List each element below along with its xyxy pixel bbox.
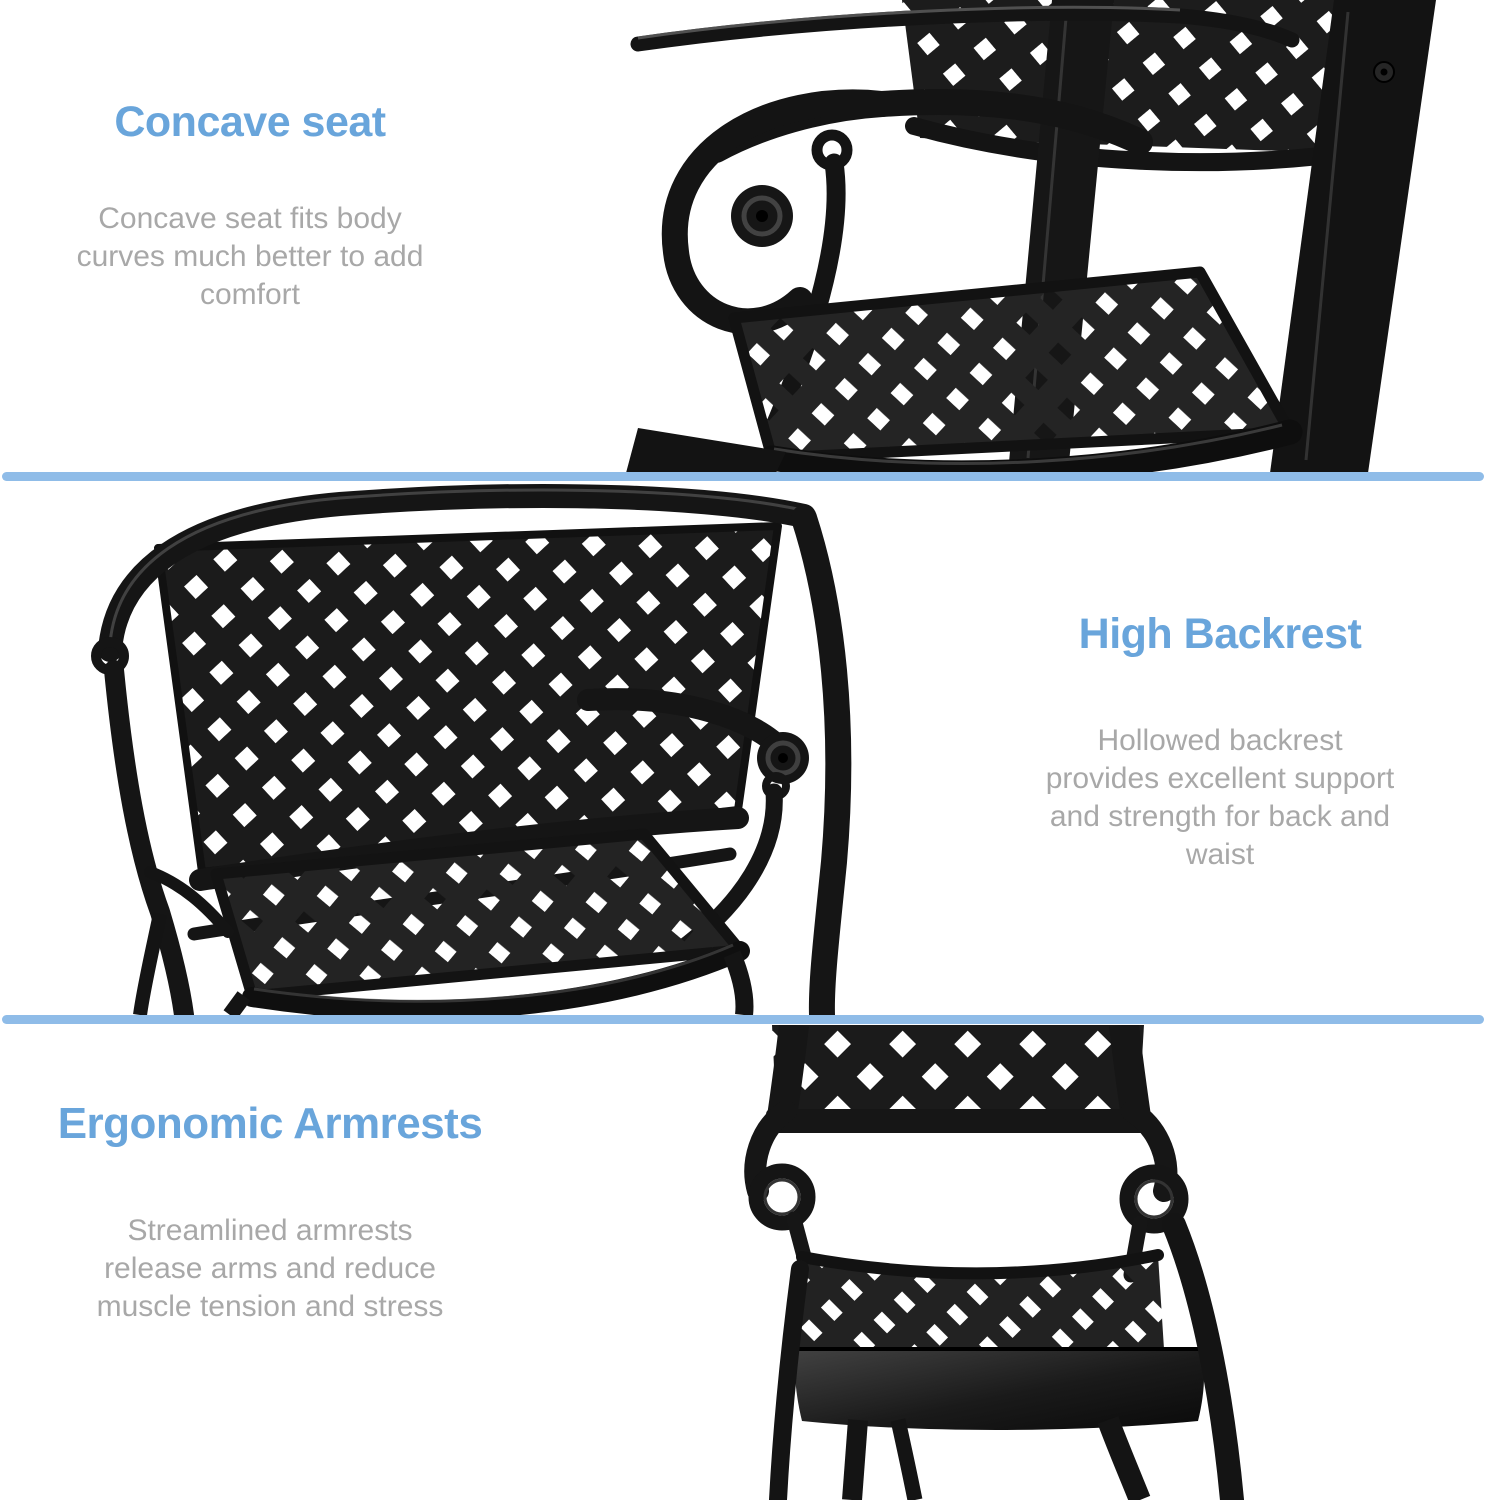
section-divider	[2, 472, 1484, 481]
chair-photo-front-view	[740, 1025, 1487, 1500]
seat-apron	[794, 1349, 1204, 1430]
description-line: Concave seat fits body	[98, 202, 402, 235]
feature-title-concave-seat: Concave seat	[114, 98, 386, 146]
section-divider	[2, 1015, 1484, 1024]
feature-high-backrest	[970, 608, 1470, 874]
description-line: release arms and reduce	[104, 1252, 436, 1285]
armrest-scroll-left	[755, 1025, 808, 1271]
feature-description-concave-seat	[0, 200, 500, 314]
description-line: provides excellent support	[1045, 762, 1395, 795]
chair-photo-three-quarter-view	[30, 480, 870, 1015]
seat-lattice	[798, 1255, 1164, 1349]
feature-description-high-backrest	[970, 722, 1470, 874]
description-line: curves much better to add	[76, 240, 424, 273]
description-line: Streamlined armrests	[127, 1214, 413, 1247]
description-line: comfort	[199, 278, 301, 311]
description-line: waist	[1185, 838, 1255, 871]
backrest-lattice	[766, 1025, 1148, 1133]
feature-title-high-backrest: High Backrest	[1078, 610, 1362, 658]
chair-photo-seat-closeup	[620, 0, 1487, 473]
description-line: muscle tension and stress	[96, 1290, 444, 1323]
feature-description-ergonomic-armrests	[10, 1212, 530, 1326]
feature-concave-seat	[0, 96, 500, 314]
seat-lattice	[626, 272, 1290, 473]
feature-ergonomic-armrests	[10, 1098, 530, 1326]
description-line: and strength for back and	[1049, 800, 1391, 833]
description-line: Hollowed backrest	[1097, 724, 1343, 757]
feature-title-ergonomic-armrests: Ergonomic Armrests	[57, 1099, 483, 1148]
